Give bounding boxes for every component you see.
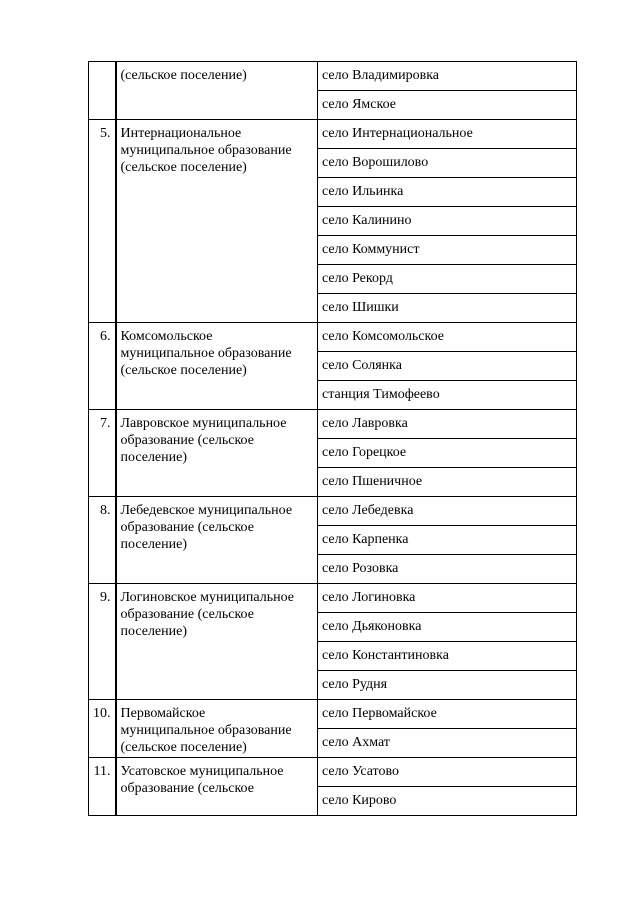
table-row <box>89 700 577 729</box>
settlement-name: село Коммунист <box>318 236 577 265</box>
municipality-name-cell <box>116 410 318 497</box>
settlement-name: село Ахмат <box>318 729 577 758</box>
municipality-name-cell <box>116 62 318 120</box>
settlement-name: село Горецкое <box>318 439 577 468</box>
municipality-name: Интернациональное муниципальное образование (сельское поселение) <box>120 126 292 175</box>
table-row <box>89 758 577 787</box>
row-number: 6. <box>89 323 116 410</box>
settlement-name: село Ильинка <box>318 178 577 207</box>
table-row <box>89 497 577 526</box>
row-number: 5. <box>89 120 116 323</box>
settlement-name: село Калинино <box>318 207 577 236</box>
settlement-name: село Лебедевка <box>318 497 577 526</box>
settlement-name: село Первомайское <box>318 700 577 729</box>
municipality-name: (сельское поселение) <box>120 68 247 83</box>
settlement-name: село Дьяконовка <box>318 613 577 642</box>
settlement-name: село Пшеничное <box>318 468 577 497</box>
row-number: 10. <box>89 700 116 758</box>
table-row <box>89 120 577 149</box>
municipality-name-cell <box>116 497 318 584</box>
settlement-name: село Рудня <box>318 671 577 700</box>
row-number: 11. <box>89 758 116 816</box>
settlement-name: село Ямское <box>318 91 577 120</box>
municipality-name-cell <box>116 758 318 816</box>
row-number: 9. <box>89 584 116 700</box>
settlement-name: село Усатово <box>318 758 577 787</box>
municipality-name-cell <box>116 584 318 700</box>
settlement-name: село Карпенка <box>318 526 577 555</box>
settlement-name: село Комсомольское <box>318 323 577 352</box>
municipality-name-cell <box>116 120 318 323</box>
municipality-name-cell <box>116 700 318 758</box>
settlement-name: село Рекорд <box>318 265 577 294</box>
settlements-table-body <box>89 62 577 816</box>
settlement-name: село Константиновка <box>318 642 577 671</box>
municipality-name: Лебедевское муниципальное образование (сельское поселение) <box>120 503 293 552</box>
table-row <box>89 410 577 439</box>
settlement-name: село Лавровка <box>318 410 577 439</box>
settlement-name: село Интернациональное <box>318 120 577 149</box>
settlement-name: село Ворошилово <box>318 149 577 178</box>
row-number: 8. <box>89 497 116 584</box>
municipality-name: Лавровское муниципальное образование (сельское поселение) <box>120 416 287 465</box>
row-number: 7. <box>89 410 116 497</box>
municipality-name-cell <box>116 323 318 410</box>
row-number <box>89 62 116 120</box>
settlement-name: село Логиновка <box>318 584 577 613</box>
municipality-name: Первомайское муниципальное образование (сельское поселение) <box>120 706 292 755</box>
settlement-name: село Розовка <box>318 555 577 584</box>
municipality-name: Усатовское муниципальное образование (сельское <box>120 764 284 796</box>
settlement-name: село Кирово <box>318 787 577 816</box>
settlements-table <box>88 61 577 816</box>
settlement-name: село Владимировка <box>318 62 577 91</box>
table-row <box>89 62 577 91</box>
table-row <box>89 323 577 352</box>
settlement-name: станция Тимофеево <box>318 381 577 410</box>
municipality-name: Логиновское муниципальное образование (сельское поселение) <box>120 590 294 639</box>
table-row <box>89 584 577 613</box>
municipality-name: Комсомольское муниципальное образование (сельское поселение) <box>120 329 292 378</box>
settlement-name: село Шишки <box>318 294 577 323</box>
settlement-name: село Солянка <box>318 352 577 381</box>
